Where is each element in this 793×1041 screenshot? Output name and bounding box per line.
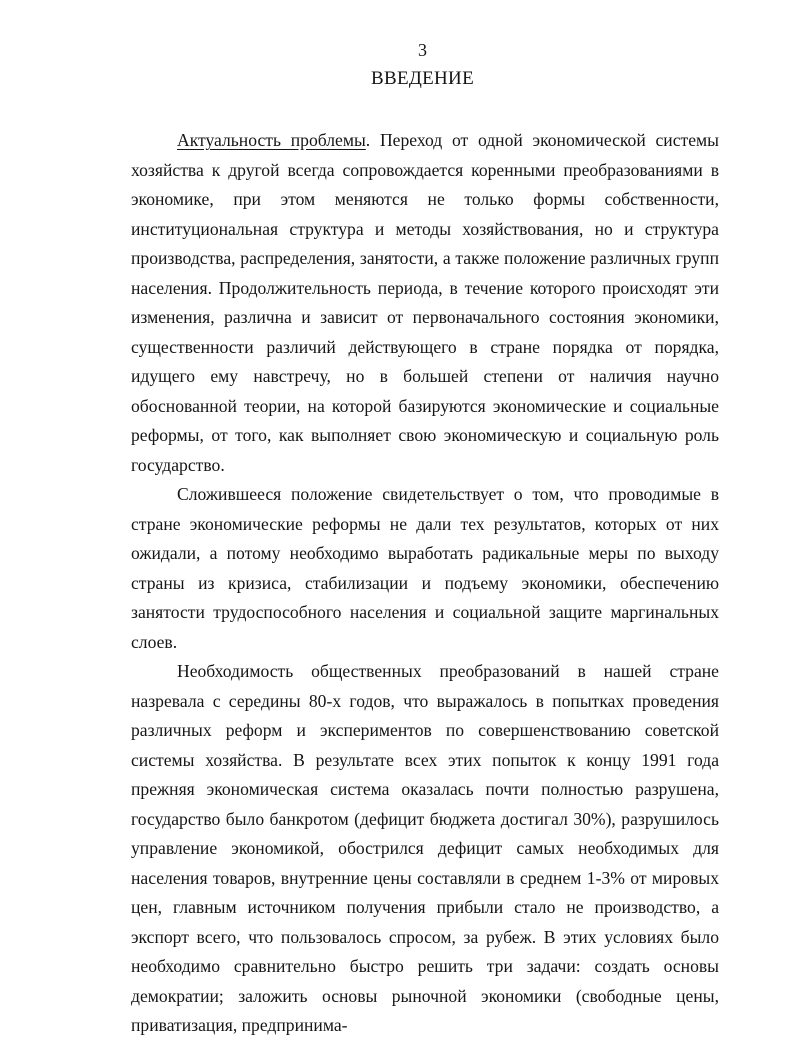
section-lead-term: Актуальность проблемы: [177, 130, 366, 150]
page-title: ВВЕДЕНИЕ: [371, 68, 474, 89]
paragraph-text: Сложившееся положение свидетельствует о том, что проводимые в стране экономические реформы не дали тех результатов, которых от них ожидали, а потому необходимо выработать радикальные меры по выходу страны из кризиса, стабилизации и подъему экономики, обеспечению занятости трудоспособного населения и социальной защите маргинальных слоев.: [131, 484, 719, 652]
body-text: [131, 126, 719, 1041]
paragraph-relevance: [131, 126, 719, 480]
paragraph-transformations: [131, 657, 719, 1041]
paragraph-current-situation: [131, 480, 719, 657]
page-number: 3: [418, 40, 427, 60]
paragraph-text: Необходимость общественных преобразований в нашей стране назревала с середины 80-х годов, что выражалось в попытках проведения различных реформ и экспериментов по совершенствованию советской системы хозяйства. В результате всех этих попыток к концу 1991 года прежняя экономическая система оказалась почти полностью разрушена, государство было банкротом (дефицит бюджета достигал 30%), разрушилось управление экономикой, обострился дефицит самых необходимых для населения товаров, внутренние цены составляли в среднем 1-3% от мировых цен, главным источником получения прибыли стало не производство, а экспорт всего, что пользовалось спросом, за рубеж. В этих условиях было необходимо сравнительно быстро решить три задачи: создать основы демократии; заложить основы рыночной экономики (свободные цены, приватизация, предпринима-: [131, 661, 719, 1035]
paragraph-text: . Переход от одной экономической системы хозяйства к другой всегда сопровождается коренными преобразованиями в экономике, при этом меняются не только формы собственности, институциональная структура и методы хозяйствования, но и структура производства, распределения, занятости, а также положение различных групп населения. Продолжительность периода, в течение которого происходят эти изменения, различна и зависит от первоначального состояния экономики, существенности различий действующего в стране порядка от порядка, идущего ему навстречу, но в большей степени от наличия научно обоснованной теории, на которой базируются экономические и социальные реформы, от того, как выполняет свою экономическую и социальную роль государство.: [131, 130, 719, 475]
